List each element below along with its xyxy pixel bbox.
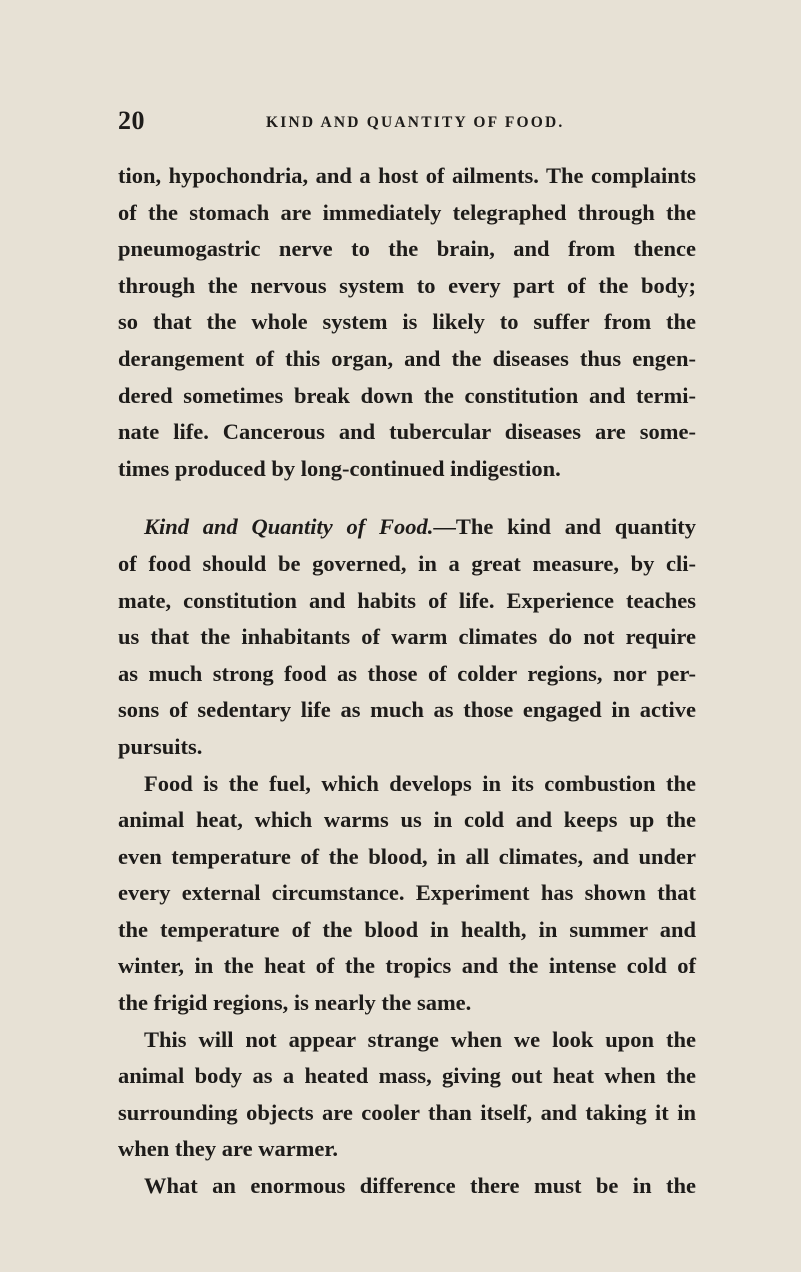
text-line: sons of sedentary life as much as those engaged in active — [118, 697, 696, 723]
paragraph-3 — [118, 766, 696, 1022]
running-head: KIND AND QUANTITY OF FOOD. — [266, 114, 565, 131]
text-line: This will not appear strange when we look upon the — [144, 1026, 696, 1052]
text-line: nate life. Cancerous and tubercular diseases are some- — [118, 419, 696, 445]
text-line: pneumogastric nerve to the brain, and from thence — [118, 236, 696, 262]
paragraph-1 — [118, 158, 696, 487]
text-line: of food should be governed, in a great measure, by cli- — [118, 550, 696, 576]
paragraph-5 — [118, 1168, 696, 1205]
text-line: What an enormous difference there must be in the — [144, 1173, 696, 1199]
section-first-line-text: —The kind and quantity — [433, 514, 696, 540]
text-line: times produced by long-continued indigestion. — [118, 455, 561, 481]
text-line: the temperature of the blood in health, in summer and — [118, 916, 696, 942]
text-line: Food is the fuel, which develops in its combustion the — [144, 770, 696, 796]
body-text — [118, 158, 696, 1205]
page-number: 20 — [118, 106, 145, 135]
text-line: mate, constitution and habits of life. Experience teaches — [118, 587, 696, 613]
text-line: the frigid regions, is nearly the same. — [118, 990, 472, 1016]
text-line: dered sometimes break down the constitution and termi- — [118, 382, 696, 408]
section-spacer — [118, 487, 696, 509]
text-line: animal heat, which warms us in cold and keeps up the — [118, 807, 696, 833]
section-heading: Kind and Quantity of Food. — [144, 514, 434, 540]
text-line: when they are warmer. — [118, 1136, 338, 1162]
text-line: winter, in the heat of the tropics and the intense cold of — [118, 953, 696, 979]
section-first-line — [118, 509, 696, 546]
text-line: pursuits. — [118, 733, 203, 759]
text-line: us that the inhabitants of warm climates do not require — [118, 624, 696, 650]
text-line: tion, hypochondria, and a host of ailments. The complaints — [118, 163, 696, 188]
text-line: so that the whole system is likely to suffer from the — [118, 309, 696, 335]
paragraph-4 — [118, 1022, 696, 1168]
page-header — [118, 106, 718, 140]
text-line: animal body as a heated mass, giving out heat when the — [118, 1063, 696, 1089]
text-line: every external circumstance. Experiment has shown that — [118, 880, 696, 906]
text-line: as much strong food as those of colder regions, nor per- — [118, 660, 696, 686]
text-line: of the stomach are immediately telegraphed through the — [118, 199, 696, 225]
section-kind-and-quantity — [118, 509, 696, 765]
text-line: surrounding objects are cooler than itself, and taking it in — [118, 1099, 696, 1125]
text-line: derangement of this organ, and the diseases thus engen- — [118, 345, 696, 371]
text-line: through the nervous system to every part of the body; — [118, 272, 696, 298]
text-line: even temperature of the blood, in all climates, and under — [118, 843, 696, 869]
